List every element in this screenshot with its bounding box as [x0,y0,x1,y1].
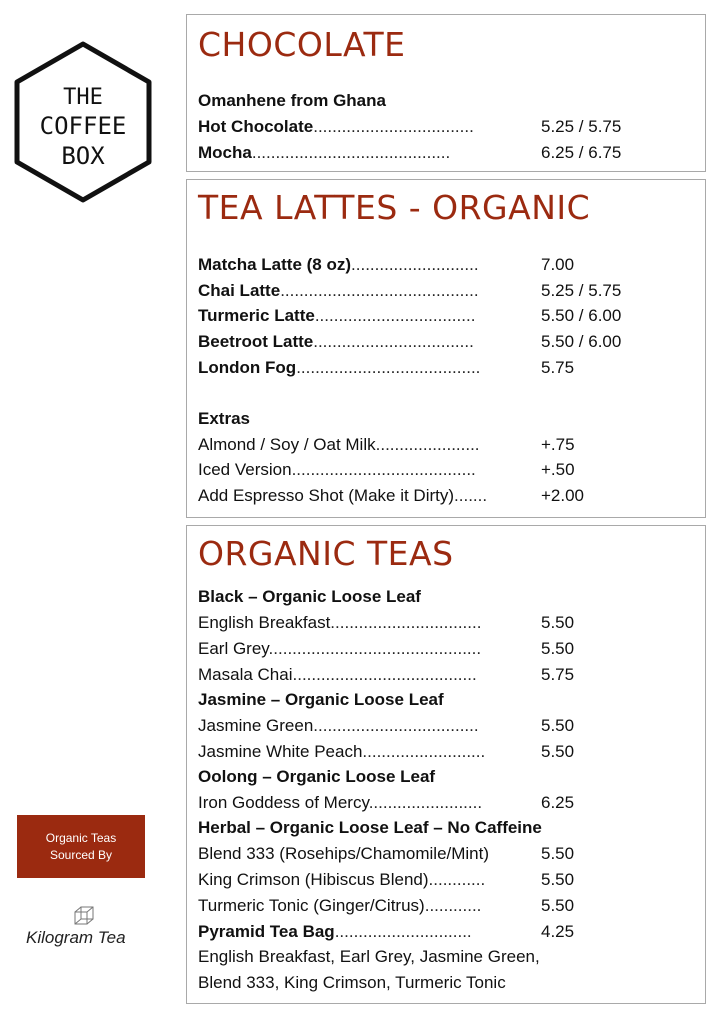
item-name: English Breakfast [198,613,331,632]
extra-alt-milk [198,434,575,456]
menu-item-beetroot-latte [198,331,622,353]
item-name: Beetroot Latte [198,332,314,351]
menu-item-pyramid-tea-bag [198,921,575,943]
item-name: Turmeric Tonic (Ginger/Citrus) [198,896,425,915]
logo-line-3: BOX [61,142,105,170]
oolong-tea-heading: Oolong – Organic Loose Leaf [198,767,436,786]
leader-dots: .......................................... [280,281,479,300]
item-name: Hot Chocolate [198,117,314,136]
item-price: 5.50 / 6.00 [541,332,622,351]
chocolate-panel [186,14,706,172]
item-price: +2.00 [541,486,585,505]
extra-iced-version [198,459,575,481]
menu-item-earl-grey [198,638,575,660]
menu-item-english-breakfast [198,612,575,634]
leader-dots: ............................. [334,922,472,941]
tea-lattes-title: TEA LATTES - ORGANIC [198,188,591,227]
cube-icon [72,905,96,927]
item-price: 4.25 [541,922,575,941]
menu-item-chai-latte [198,280,622,302]
item-price: 5.75 [541,358,575,377]
kilogram-tea-name: Kilogram Tea [26,928,126,947]
item-price: 5.25 / 5.75 [541,117,622,136]
logo-line-2: COFFEE [39,112,127,140]
leader-dots: ...................... [375,435,480,454]
item-price: +.75 [541,435,575,454]
item-name: Chai Latte [198,281,281,300]
menu-item-turmeric-tonic [198,895,575,917]
leader-dots: ....................................... [296,358,481,377]
chocolate-subtitle: Omanhene from Ghana [198,91,386,110]
leader-dots: ....................................... [291,460,476,479]
coffee-box-logo [10,40,156,204]
item-name: Earl Grey [198,639,269,658]
leader-dots: .................................. [313,117,474,136]
menu-item-mocha [198,142,622,164]
item-price: 7.00 [541,255,575,274]
menu-item-jasmine-white-peach [198,741,575,763]
leader-dots: ................................ [330,613,482,632]
organic-teas-title: ORGANIC TEAS [198,534,454,573]
leader-dots: .......................... [362,742,486,761]
item-name: Mocha [198,143,252,162]
menu-item-masala-chai [198,664,575,686]
organic-teas-panel [186,525,706,1004]
item-price: 5.50 [541,742,575,761]
menu-item-london-fog [198,357,575,379]
item-name: Add Espresso Shot (Make it Dirty) [198,486,455,505]
tea-lattes-panel [186,179,706,518]
pyramid-list-line-2: Blend 333, King Crimson, Turmeric Tonic [198,973,506,992]
menu-item-matcha-latte [198,254,575,276]
organic-teas-badge [17,815,145,878]
extras-heading: Extras [198,409,250,428]
item-name: Pyramid Tea Bag [198,922,335,941]
item-name: King Crimson (Hibiscus Blend) [198,870,429,889]
leader-dots: ........................ [368,793,483,812]
black-tea-heading: Black – Organic Loose Leaf [198,587,421,606]
leader-dots: .................................. [314,306,476,325]
leader-dots: ............................................. [268,639,482,658]
extra-espresso-shot [198,485,585,507]
item-name: Iced Version [198,460,292,479]
item-price: 5.25 / 5.75 [541,281,622,300]
menu-item-hot-chocolate [198,116,622,138]
herbal-tea-heading: Herbal – Organic Loose Leaf – No Caffeine [198,818,542,837]
item-price: 5.75 [541,665,575,684]
item-price: 5.50 [541,639,575,658]
item-name: Turmeric Latte [198,306,315,325]
item-price: 5.50 / 6.00 [541,306,622,325]
leader-dots: ................................... [313,716,479,735]
leader-dots: ............ [428,870,486,889]
item-price: +.50 [541,460,575,479]
item-price: 6.25 / 6.75 [541,143,622,162]
menu-item-iron-goddess [198,792,575,814]
item-name: Masala Chai [198,665,293,684]
leader-dots: ............ [424,896,482,915]
item-price: 5.50 [541,613,575,632]
badge-line-1: Organic Teas [45,830,117,845]
item-price: 5.50 [541,870,575,889]
leader-dots: .................................. [313,332,474,351]
menu-item-king-crimson [198,869,575,891]
leader-dots: ........................... [351,255,479,274]
item-price: 5.50 [541,716,575,735]
item-price: 5.50 [541,896,575,915]
item-name: Jasmine White Peach [198,742,363,761]
chocolate-title: CHOCOLATE [198,25,406,64]
item-name: Iron Goddess of Mercy [198,793,369,812]
item-name: Jasmine Green [198,716,314,735]
item-name: Blend 333 (Rosehips/Chamomile/Mint) [198,844,490,863]
logo-line-1: THE [63,85,103,110]
item-price: 5.50 [541,844,575,863]
item-name: Almond / Soy / Oat Milk [198,435,376,454]
jasmine-tea-heading: Jasmine – Organic Loose Leaf [198,690,444,709]
menu-item-jasmine-green [198,715,575,737]
menu-item-blend-333 [198,843,575,865]
badge-line-2: Sourced By [49,847,113,862]
leader-dots: .......................................... [251,143,451,162]
menu-item-turmeric-latte [198,305,622,327]
item-name: London Fog [198,358,297,377]
leader-dots: ....................................... [292,665,477,684]
item-name: Matcha Latte (8 oz) [198,255,352,274]
pyramid-list-line-1: English Breakfast, Earl Grey, Jasmine Green, [198,947,540,966]
leader-dots: ....... [454,486,488,505]
item-price: 6.25 [541,793,575,812]
